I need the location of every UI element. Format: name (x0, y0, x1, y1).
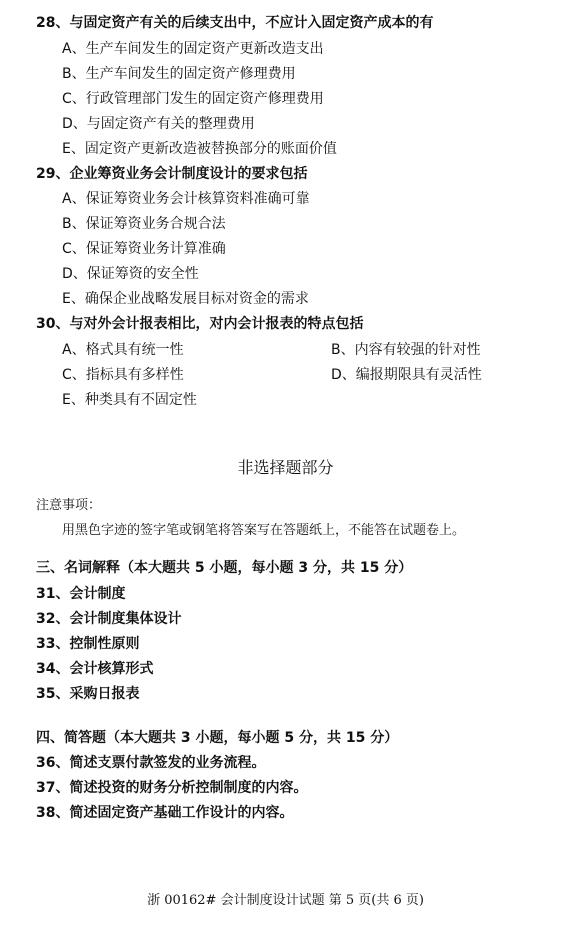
section-3-heading: 三、名词解释（本大题共 5 小题，每小题 3 分，共 15 分） (36, 560, 413, 576)
question-37: 37、简述投资的财务分析控制制度的内容。 (36, 780, 308, 796)
question-29-option-b: B、保证筹资业务合规合法 (62, 216, 226, 232)
question-28-option-a: A、生产车间发生的固定资产更新改造支出 (62, 41, 324, 57)
question-29-option-c: C、保证筹资业务计算准确 (62, 241, 226, 257)
question-28-option-d: D、与固定资产有关的整理费用 (62, 116, 255, 132)
question-29-option-e: E、确保企业战略发展目标对资金的需求 (62, 291, 309, 307)
question-34: 34、会计核算形式 (36, 661, 154, 677)
question-32: 32、会计制度集体设计 (36, 611, 182, 627)
question-28-option-c: C、行政管理部门发生的固定资产修理费用 (62, 91, 324, 107)
question-30-option-b: B、内容有较强的针对性 (331, 342, 481, 358)
question-28-option-b: B、生产车间发生的固定资产修理费用 (62, 66, 296, 82)
question-29-stem: 29、企业筹资业务会计制度设计的要求包括 (36, 166, 308, 182)
question-36: 36、简述支票付款签发的业务流程。 (36, 755, 266, 771)
nonchoice-section-title: 非选择题部分 (237, 460, 334, 477)
question-31: 31、会计制度 (36, 586, 126, 602)
question-28-option-e: E、固定资产更新改造被替换部分的账面价值 (62, 141, 337, 157)
notice-body: 用黑色字迹的签字笔或钢笔将答案写在答题纸上，不能答在试题卷上。 (62, 523, 466, 538)
page-footer: 浙 00162# 会计制度设计试题 第 5 页(共 6 页) (147, 893, 424, 908)
question-30-option-a: A、格式具有统一性 (62, 342, 184, 358)
question-30-stem: 30、与对外会计报表相比，对内会计报表的特点包括 (36, 316, 364, 332)
question-28-stem: 28、与固定资产有关的后续支出中，不应计入固定资产成本的有 (36, 15, 434, 31)
question-33: 33、控制性原则 (36, 636, 140, 652)
question-30-option-c: C、指标具有多样性 (62, 367, 184, 383)
section-4-heading: 四、简答题（本大题共 3 小题，每小题 5 分，共 15 分） (36, 730, 399, 746)
question-30-option-e: E、种类具有不固定性 (62, 392, 197, 408)
question-35: 35、采购日报表 (36, 686, 140, 702)
question-30-option-d: D、编报期限具有灵活性 (331, 367, 482, 383)
question-38: 38、简述固定资产基础工作设计的内容。 (36, 805, 294, 821)
question-29-option-a: A、保证筹资业务会计核算资料准确可靠 (62, 191, 310, 207)
question-29-option-d: D、保证筹资的安全性 (62, 266, 199, 282)
notice-heading: 注意事项： (36, 498, 102, 513)
